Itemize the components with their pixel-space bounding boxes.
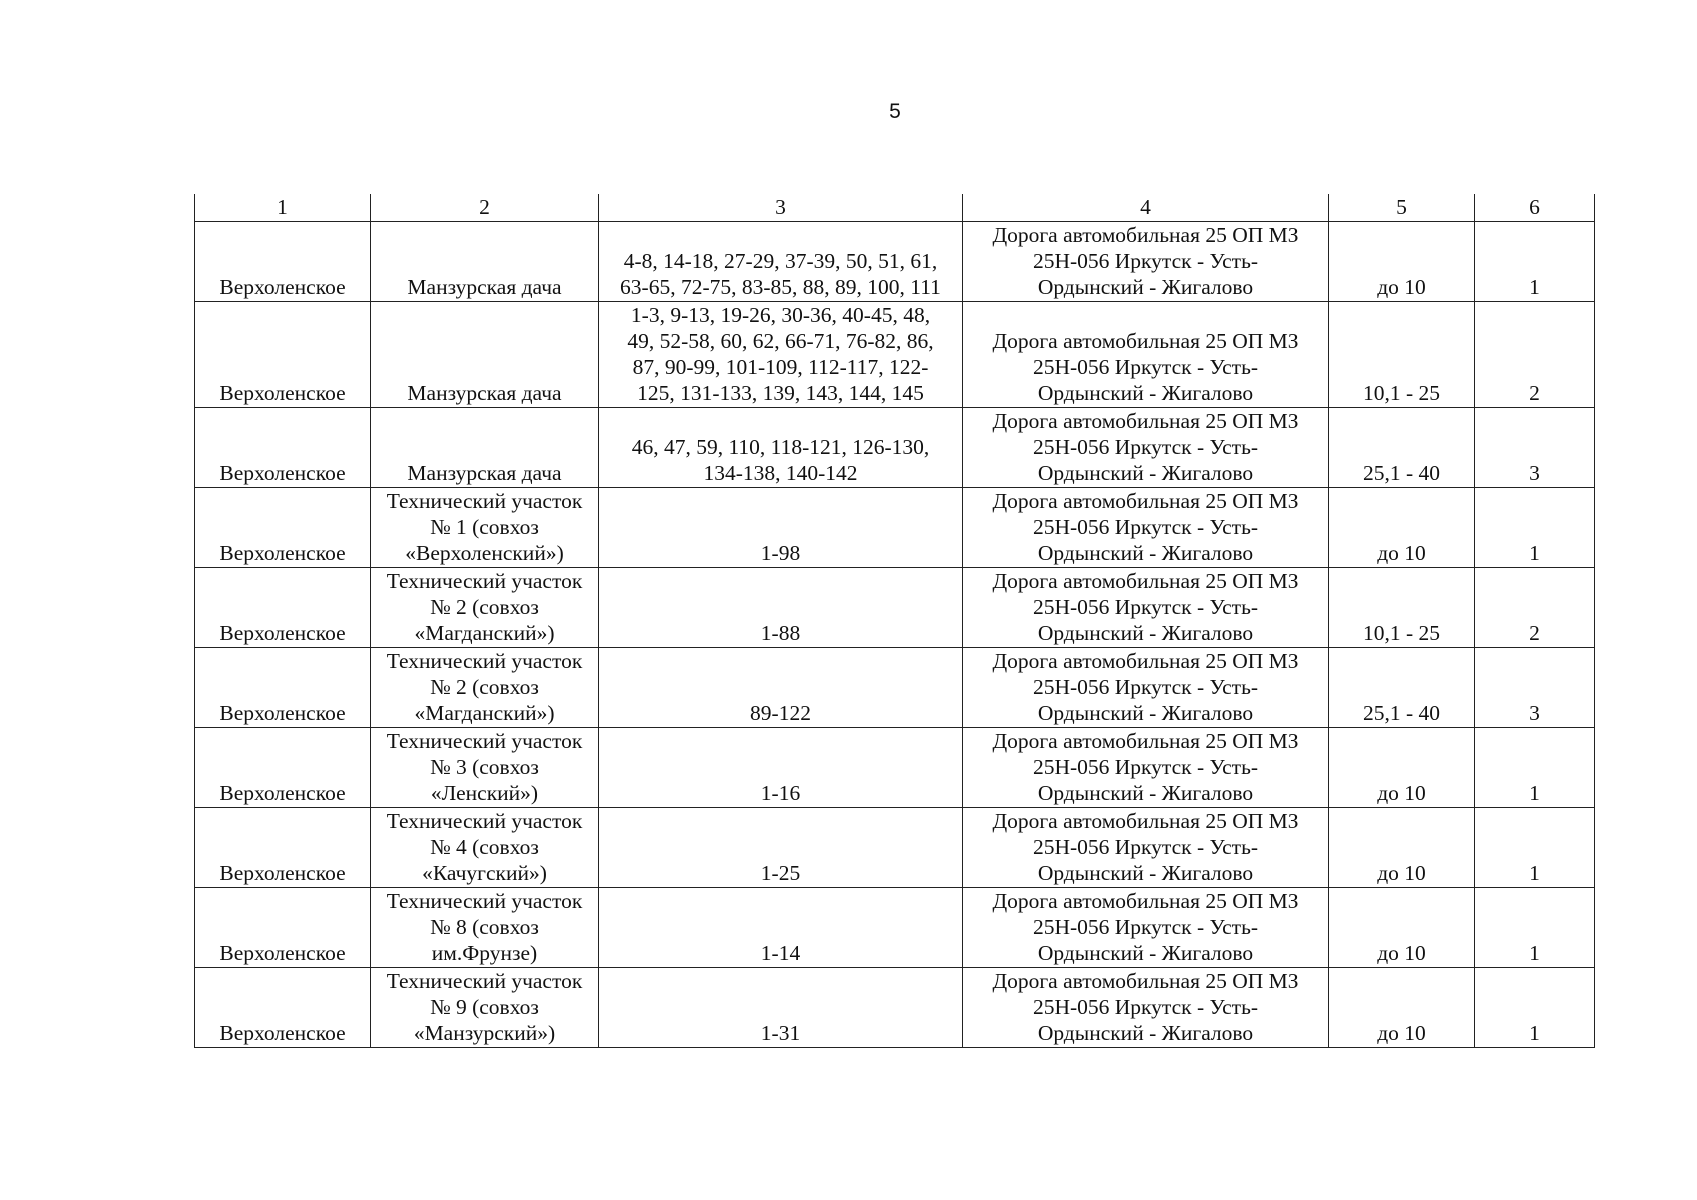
forestry-cell: Технический участок № 1 (совхоз «Верхоленский») (371, 488, 599, 568)
column-header: 4 (963, 194, 1329, 222)
table-row (195, 488, 1595, 568)
settlement-cell: Верхоленское (195, 488, 371, 568)
forestry-cell: Манзурская дача (371, 222, 599, 302)
table-row (195, 728, 1595, 808)
forestry-cell: Технический участок № 2 (совхоз «Магданский») (371, 568, 599, 648)
distance-cell: до 10 (1329, 488, 1475, 568)
road-cell: Дорога автомобильная 25 ОП МЗ 25Н-056 Иркутск - Усть- Ордынский - Жигалово (963, 488, 1329, 568)
zone-cell: 2 (1475, 302, 1595, 408)
road-cell: Дорога автомобильная 25 ОП МЗ 25Н-056 Иркутск - Усть- Ордынский - Жигалово (963, 968, 1329, 1048)
zone-cell: 1 (1475, 968, 1595, 1048)
settlement-cell: Верхоленское (195, 968, 371, 1048)
zone-cell: 1 (1475, 488, 1595, 568)
table-row (195, 648, 1595, 728)
table-row (195, 568, 1595, 648)
distance-cell: до 10 (1329, 968, 1475, 1048)
distance-cell: до 10 (1329, 222, 1475, 302)
table-row (195, 968, 1595, 1048)
table-row (195, 222, 1595, 302)
distance-cell: 25,1 - 40 (1329, 648, 1475, 728)
table-row (195, 888, 1595, 968)
data-table (194, 194, 1595, 1048)
forestry-cell: Манзурская дача (371, 408, 599, 488)
settlement-cell: Верхоленское (195, 302, 371, 408)
column-header: 1 (195, 194, 371, 222)
quarters-cell: 1-3, 9-13, 19-26, 30-36, 40-45, 48, 49, 52-58, 60, 62, 66-71, 76-82, 86, 87, 90-99, 101-109, 112-117, 122- 125, 131-133, 139, 143, 144, 145 (599, 302, 963, 408)
zone-cell: 1 (1475, 728, 1595, 808)
column-header: 2 (371, 194, 599, 222)
settlement-cell: Верхоленское (195, 888, 371, 968)
distance-cell: 10,1 - 25 (1329, 568, 1475, 648)
distance-cell: 10,1 - 25 (1329, 302, 1475, 408)
road-cell: Дорога автомобильная 25 ОП МЗ 25Н-056 Иркутск - Усть- Ордынский - Жигалово (963, 888, 1329, 968)
forestry-cell: Технический участок № 3 (совхоз «Ленский») (371, 728, 599, 808)
distance-cell: 25,1 - 40 (1329, 408, 1475, 488)
settlement-cell: Верхоленское (195, 222, 371, 302)
road-cell: Дорога автомобильная 25 ОП МЗ 25Н-056 Иркутск - Усть- Ордынский - Жигалово (963, 222, 1329, 302)
distance-cell: до 10 (1329, 728, 1475, 808)
road-cell: Дорога автомобильная 25 ОП МЗ 25Н-056 Иркутск - Усть- Ордынский - Жигалово (963, 302, 1329, 408)
settlement-cell: Верхоленское (195, 648, 371, 728)
zone-cell: 1 (1475, 222, 1595, 302)
forestry-cell: Технический участок № 2 (совхоз «Магданский») (371, 648, 599, 728)
quarters-cell: 4-8, 14-18, 27-29, 37-39, 50, 51, 61, 63-65, 72-75, 83-85, 88, 89, 100, 111 (599, 222, 963, 302)
settlement-cell: Верхоленское (195, 568, 371, 648)
table-row (195, 808, 1595, 888)
column-header: 6 (1475, 194, 1595, 222)
forestry-cell: Манзурская дача (371, 302, 599, 408)
road-cell: Дорога автомобильная 25 ОП МЗ 25Н-056 Иркутск - Усть- Ордынский - Жигалово (963, 408, 1329, 488)
settlement-cell: Верхоленское (195, 408, 371, 488)
forestry-cell: Технический участок № 8 (совхоз им.Фрунзе) (371, 888, 599, 968)
road-cell: Дорога автомобильная 25 ОП МЗ 25Н-056 Иркутск - Усть- Ордынский - Жигалово (963, 568, 1329, 648)
zone-cell: 3 (1475, 648, 1595, 728)
road-cell: Дорога автомобильная 25 ОП МЗ 25Н-056 Иркутск - Усть- Ордынский - Жигалово (963, 648, 1329, 728)
settlement-cell: Верхоленское (195, 728, 371, 808)
quarters-cell: 89-122 (599, 648, 963, 728)
quarters-cell: 1-16 (599, 728, 963, 808)
quarters-cell: 1-25 (599, 808, 963, 888)
column-header: 5 (1329, 194, 1475, 222)
quarters-cell: 1-14 (599, 888, 963, 968)
table-row (195, 408, 1595, 488)
forestry-cell: Технический участок № 4 (совхоз «Качугский») (371, 808, 599, 888)
zone-cell: 2 (1475, 568, 1595, 648)
table-row (195, 302, 1595, 408)
quarters-cell: 1-98 (599, 488, 963, 568)
road-cell: Дорога автомобильная 25 ОП МЗ 25Н-056 Иркутск - Усть- Ордынский - Жигалово (963, 808, 1329, 888)
zone-cell: 3 (1475, 408, 1595, 488)
column-header: 3 (599, 194, 963, 222)
quarters-cell: 1-31 (599, 968, 963, 1048)
distance-cell: до 10 (1329, 888, 1475, 968)
quarters-cell: 46, 47, 59, 110, 118-121, 126-130, 134-138, 140-142 (599, 408, 963, 488)
zone-cell: 1 (1475, 888, 1595, 968)
table-header-row (195, 194, 1595, 222)
road-cell: Дорога автомобильная 25 ОП МЗ 25Н-056 Иркутск - Усть- Ордынский - Жигалово (963, 728, 1329, 808)
forestry-cell: Технический участок № 9 (совхоз «Манзурский») (371, 968, 599, 1048)
settlement-cell: Верхоленское (195, 808, 371, 888)
distance-cell: до 10 (1329, 808, 1475, 888)
zone-cell: 1 (1475, 808, 1595, 888)
quarters-cell: 1-88 (599, 568, 963, 648)
page-number: 5 (889, 100, 901, 123)
